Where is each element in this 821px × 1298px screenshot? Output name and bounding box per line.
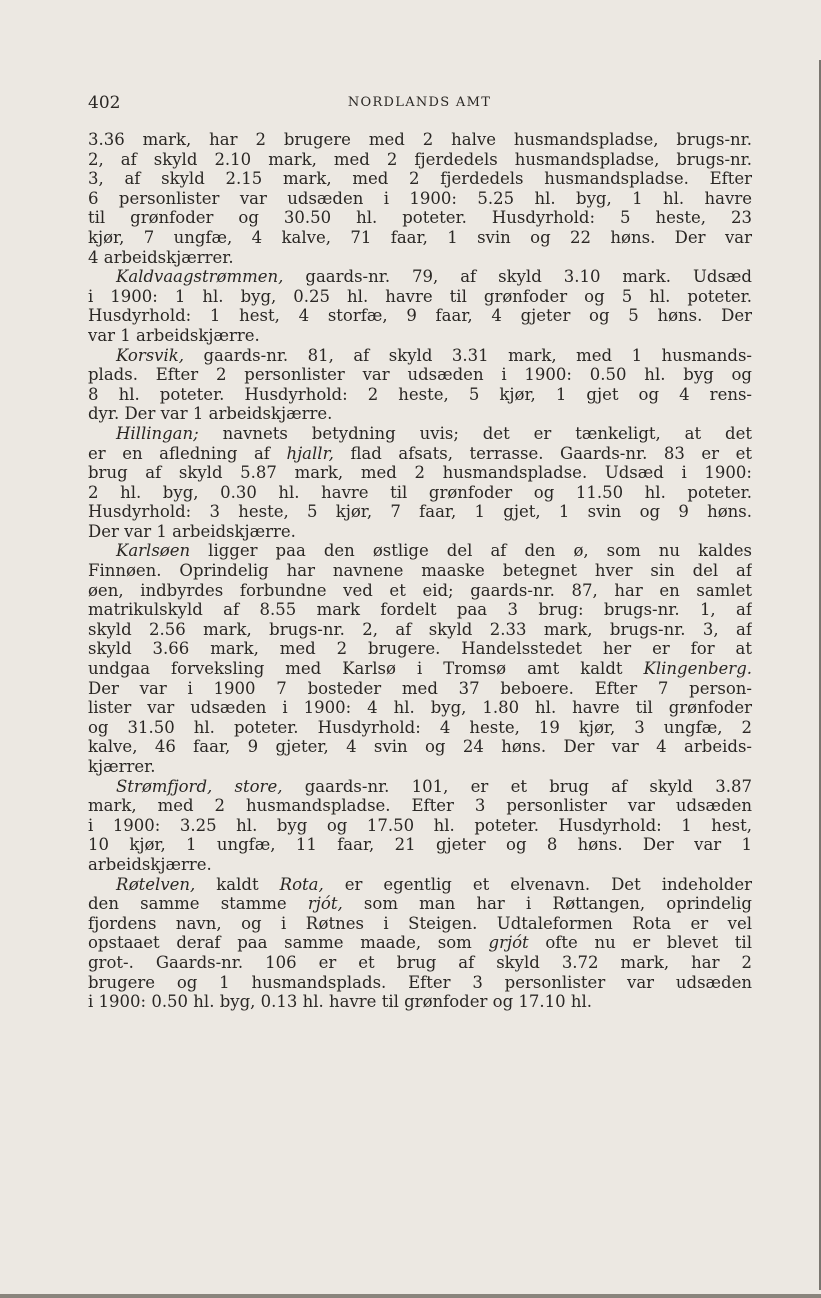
- text-line: [88, 483, 752, 503]
- line-text: ligger paa den østlige del af den ø, som nu kaldes: [190, 541, 752, 561]
- text-line: [88, 718, 752, 738]
- line-text: i 1900: 3.25 hl. byg og 17.50 hl. poteter. Husdyrhold: 1 hest,: [88, 815, 752, 835]
- line-text: som man har i Røttangen, oprindelig: [342, 894, 752, 914]
- text-line: [88, 875, 752, 895]
- text-line: [88, 385, 752, 405]
- line-text: plads. Efter 2 personlister var udsæden i 1900: 0.50 hl. byg og: [88, 365, 752, 385]
- text-line: [88, 248, 752, 268]
- text-line: [88, 561, 752, 581]
- line-text: i 1900: 0.50 hl. byg, 0.13 hl. havre til grønfoder og 17.10 hl.: [88, 992, 592, 1012]
- line-text: kjør, 7 ungfæ, 4 kalve, 71 faar, 1 svin og 22 høns. Der var: [88, 227, 752, 247]
- line-text: den samme stamme: [88, 894, 308, 914]
- running-title: NORDLANDS AMT: [347, 95, 492, 110]
- italic-term: Strømfjord, store,: [116, 776, 283, 796]
- line-text: opstaaet deraf paa samme maade, som: [88, 933, 489, 953]
- text-line: [88, 365, 752, 385]
- italic-term: Kaldvaagstrømmen,: [116, 267, 284, 287]
- text-line: [88, 522, 752, 542]
- line-text: 2, af skyld 2.10 mark, med 2 fjerdedels husmandspladse, brugs-nr.: [88, 149, 752, 169]
- text-line: [88, 444, 752, 464]
- line-text: flad afsats, terrasse. Gaards-nr. 83 er et: [333, 443, 752, 463]
- italic-term: rjót,: [307, 894, 343, 914]
- text-line: [88, 659, 752, 679]
- text-line: [88, 502, 752, 522]
- line-text: navnets betydning uvis; det er tænkeligt, at det: [198, 423, 752, 443]
- text-line: [88, 816, 752, 836]
- line-text: Der var 1 arbeidskjærre.: [88, 521, 296, 541]
- line-text: Finnøen. Oprindelig har navnene maaske betegnet hver sin del af: [88, 561, 752, 581]
- line-text: grot-. Gaards-nr. 106 er et brug af skyld 3.72 mark, har 2: [88, 952, 752, 972]
- line-text: gaards-nr. 101, er et brug af skyld 3.87: [282, 776, 752, 796]
- line-text: kalve, 46 faar, 9 gjeter, 4 svin og 24 høns. Der var 4 arbeids-: [88, 737, 752, 757]
- text-line: [88, 228, 752, 248]
- italic-term: grjót: [488, 933, 529, 953]
- line-text: brug af skyld 5.87 mark, med 2 husmandspladse. Udsæd i 1900:: [88, 463, 752, 483]
- italic-term: Hillingan;: [116, 423, 199, 443]
- italic-term: Karlsøen: [116, 541, 191, 561]
- text-line: [88, 855, 752, 875]
- line-text: 4 arbeidskjærrer.: [88, 247, 234, 267]
- line-text: arbeidskjærre.: [88, 854, 212, 874]
- line-text: fjordens navn, og i Røtnes i Steigen. Udtaleformen Rota er vel: [88, 913, 752, 933]
- text-line: [88, 130, 752, 150]
- line-text: kjærrer.: [88, 757, 156, 776]
- text-line: [88, 777, 752, 797]
- text-line: [88, 835, 752, 855]
- line-text: Husdyrhold: 1 hest, 4 storfæ, 9 faar, 4 gjeter og 5 høns. Der: [88, 306, 752, 326]
- text-line: [88, 914, 752, 934]
- text-line: [88, 424, 752, 444]
- page-number: 402: [88, 93, 121, 113]
- text-line: [88, 953, 752, 973]
- text-line: [88, 326, 752, 346]
- text-line: [88, 208, 752, 228]
- text-line: [88, 287, 752, 307]
- text-line: [88, 679, 752, 699]
- text-line: [88, 541, 752, 561]
- line-text: Husdyrhold: 3 heste, 5 kjør, 7 faar, 1 gjet, 1 svin og 9 høns.: [88, 502, 752, 522]
- text-line: [88, 796, 752, 816]
- text-line: [88, 346, 752, 366]
- text-line: [88, 463, 752, 483]
- line-text: mark, med 2 husmandspladse. Efter 3 personlister var udsæden: [88, 796, 752, 816]
- line-text: lister var udsæden i 1900: 4 hl. byg, 1.80 hl. havre til grønfoder: [88, 698, 752, 718]
- text-line: [88, 992, 752, 1012]
- text-line: [88, 404, 752, 424]
- text-line: [88, 169, 752, 189]
- text-line: [88, 639, 752, 659]
- line-text: 3.36 mark, har 2 brugere med 2 halve husmandspladse, brugs-nr.: [88, 130, 752, 149]
- italic-term: Korsvik,: [116, 345, 185, 365]
- text-line: [88, 698, 752, 718]
- line-text: skyld 3.66 mark, med 2 brugere. Handelsstedet her er for at: [88, 639, 752, 659]
- text-line: [88, 600, 752, 620]
- text-line: [88, 581, 752, 601]
- line-text: ofte nu er blevet til: [528, 933, 752, 953]
- line-text: var 1 arbeidskjærre.: [88, 325, 260, 345]
- page-bottom-edge: [0, 1294, 821, 1298]
- line-text: 8 hl. poteter. Husdyrhold: 2 heste, 5 kjør, 1 gjet og 4 rens-: [88, 384, 752, 404]
- line-text: er en afledning af: [88, 443, 287, 463]
- text-line: [88, 620, 752, 640]
- line-text: matrikulskyld af 8.55 mark fordelt paa 3 brug: brugs-nr. 1, af: [88, 600, 752, 620]
- line-text: undgaa forveksling med Karlsø i Tromsø amt kaldt: [88, 659, 644, 679]
- line-text: 10 kjør, 1 ungfæ, 11 faar, 21 gjeter og 8 høns. Der var 1: [88, 835, 752, 855]
- line-text: og 31.50 hl. poteter. Husdyrhold: 4 heste, 19 kjør, 3 ungfæ, 2: [88, 717, 752, 737]
- line-text: 6 personlister var udsæden i 1900: 5.25 hl. byg, 1 hl. havre: [88, 188, 752, 208]
- line-text: dyr. Der var 1 arbeidskjærre.: [88, 404, 333, 424]
- text-line: [88, 973, 752, 993]
- line-text: brugere og 1 husmandsplads. Efter 3 personlister var udsæden: [88, 972, 752, 992]
- italic-term: Røtelven,: [116, 874, 196, 894]
- italic-term: Klingenberg.: [643, 659, 752, 679]
- text-line: [88, 189, 752, 209]
- line-text: skyld 2.56 mark, brugs-nr. 2, af skyld 2.33 mark, brugs-nr. 3, af: [88, 619, 752, 639]
- line-text: gaards-nr. 79, af skyld 3.10 mark. Udsæd: [283, 267, 752, 287]
- italic-term: hjallr,: [286, 443, 334, 463]
- text-line: [88, 933, 752, 953]
- line-text: kaldt: [195, 874, 280, 894]
- line-text: til grønfoder og 30.50 hl. poteter. Husdyrhold: 5 heste, 23: [88, 208, 752, 228]
- line-text: 2 hl. byg, 0.30 hl. havre til grønfoder og 11.50 hl. poteter.: [88, 482, 752, 502]
- text-line: [88, 894, 752, 914]
- text-line: [88, 267, 752, 287]
- text-line: [88, 306, 752, 326]
- italic-term: Rota,: [279, 874, 324, 894]
- line-text: er egentlig et elvenavn. Det indeholder: [323, 874, 752, 894]
- line-text: gaards-nr. 81, af skyld 3.31 mark, med 1 husmands-: [184, 345, 752, 365]
- line-text: øen, indbyrdes forbundne ved et eid; gaards-nr. 87, har en samlet: [88, 580, 752, 600]
- line-text: 3, af skyld 2.15 mark, med 2 fjerdedels husmandspladse. Efter: [88, 169, 752, 189]
- body-text: [88, 130, 752, 1012]
- line-text: i 1900: 1 hl. byg, 0.25 hl. havre til grønfoder og 5 hl. poteter.: [88, 286, 752, 306]
- text-line: [88, 757, 752, 777]
- text-line: [88, 737, 752, 757]
- page-header: [88, 93, 751, 115]
- text-line: [88, 150, 752, 170]
- line-text: Der var i 1900 7 bosteder med 37 beboere. Efter 7 person-: [88, 678, 752, 698]
